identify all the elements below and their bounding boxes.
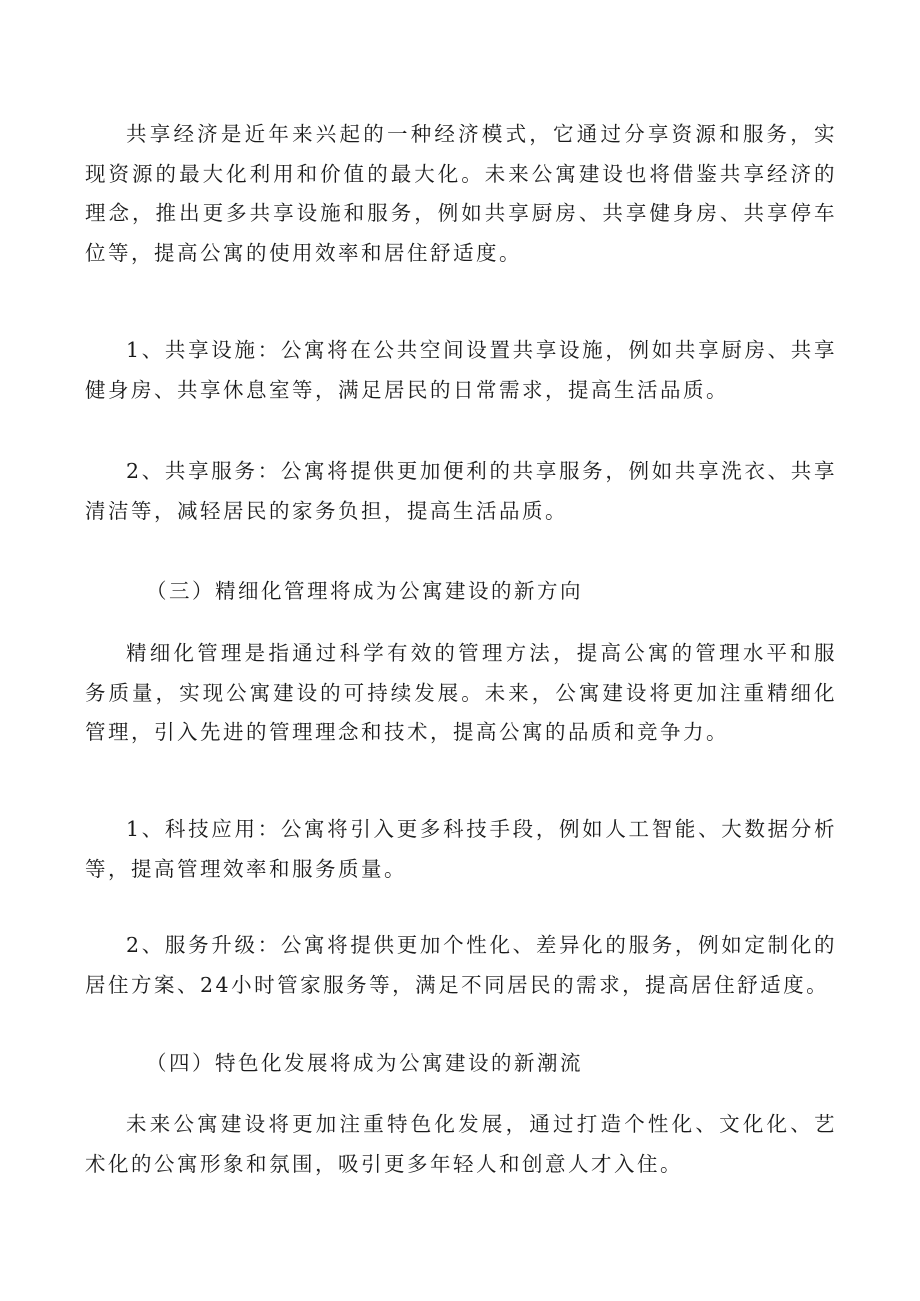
paragraph-shared-facilities: 1、共享设施：公寓将在公共空间设置共享设施，例如共享厨房、共享健身房、共享休息室等，满足居民的日常需求，提高生活品质。 (85, 338, 837, 402)
paragraph-shared-services: 2、共享服务：公寓将提供更加便利的共享服务，例如共享洗衣、共享清洁等，减轻居民的家务负担，提高生活品质。 (85, 459, 837, 523)
section-heading-4: （四）特色化发展将成为公寓建设的新潮流 (146, 1051, 583, 1075)
paragraph-service-upgrade: 2、服务升级：公寓将提供更加个性化、差异化的服务，例如定制化的居住方案、24小时管家服务等，满足不同居民的需求，提高居住舒适度。 (85, 933, 837, 997)
section-heading-3: （三）精细化管理将成为公寓建设的新方向 (146, 579, 583, 603)
paragraph-featured-development: 未来公寓建设将更加注重特色化发展，通过打造个性化、文化化、艺术化的公寓形象和氛围，吸引更多年轻人和创意人才入住。 (85, 1112, 837, 1176)
paragraph-refined-management: 精细化管理是指通过科学有效的管理方法，提高公寓的管理水平和服务质量，实现公寓建设的可持续发展。未来，公寓建设将更加注重精细化管理，引入先进的管理理念和技术，提高公寓的品质和竞争力。 (85, 641, 837, 744)
paragraph-sharing-economy: 共享经济是近年来兴起的一种经济模式，它通过分享资源和服务，实现资源的最大化利用和价值的最大化。未来公寓建设也将借鉴共享经济的理念，推出更多共享设施和服务，例如共享厨房、共享健身房、共享停车位等，提高公寓的使用效率和居住舒适度。 (85, 122, 837, 265)
paragraph-tech-application: 1、科技应用：公寓将引入更多科技手段，例如人工智能、大数据分析等，提高管理效率和服务质量。 (85, 817, 837, 881)
